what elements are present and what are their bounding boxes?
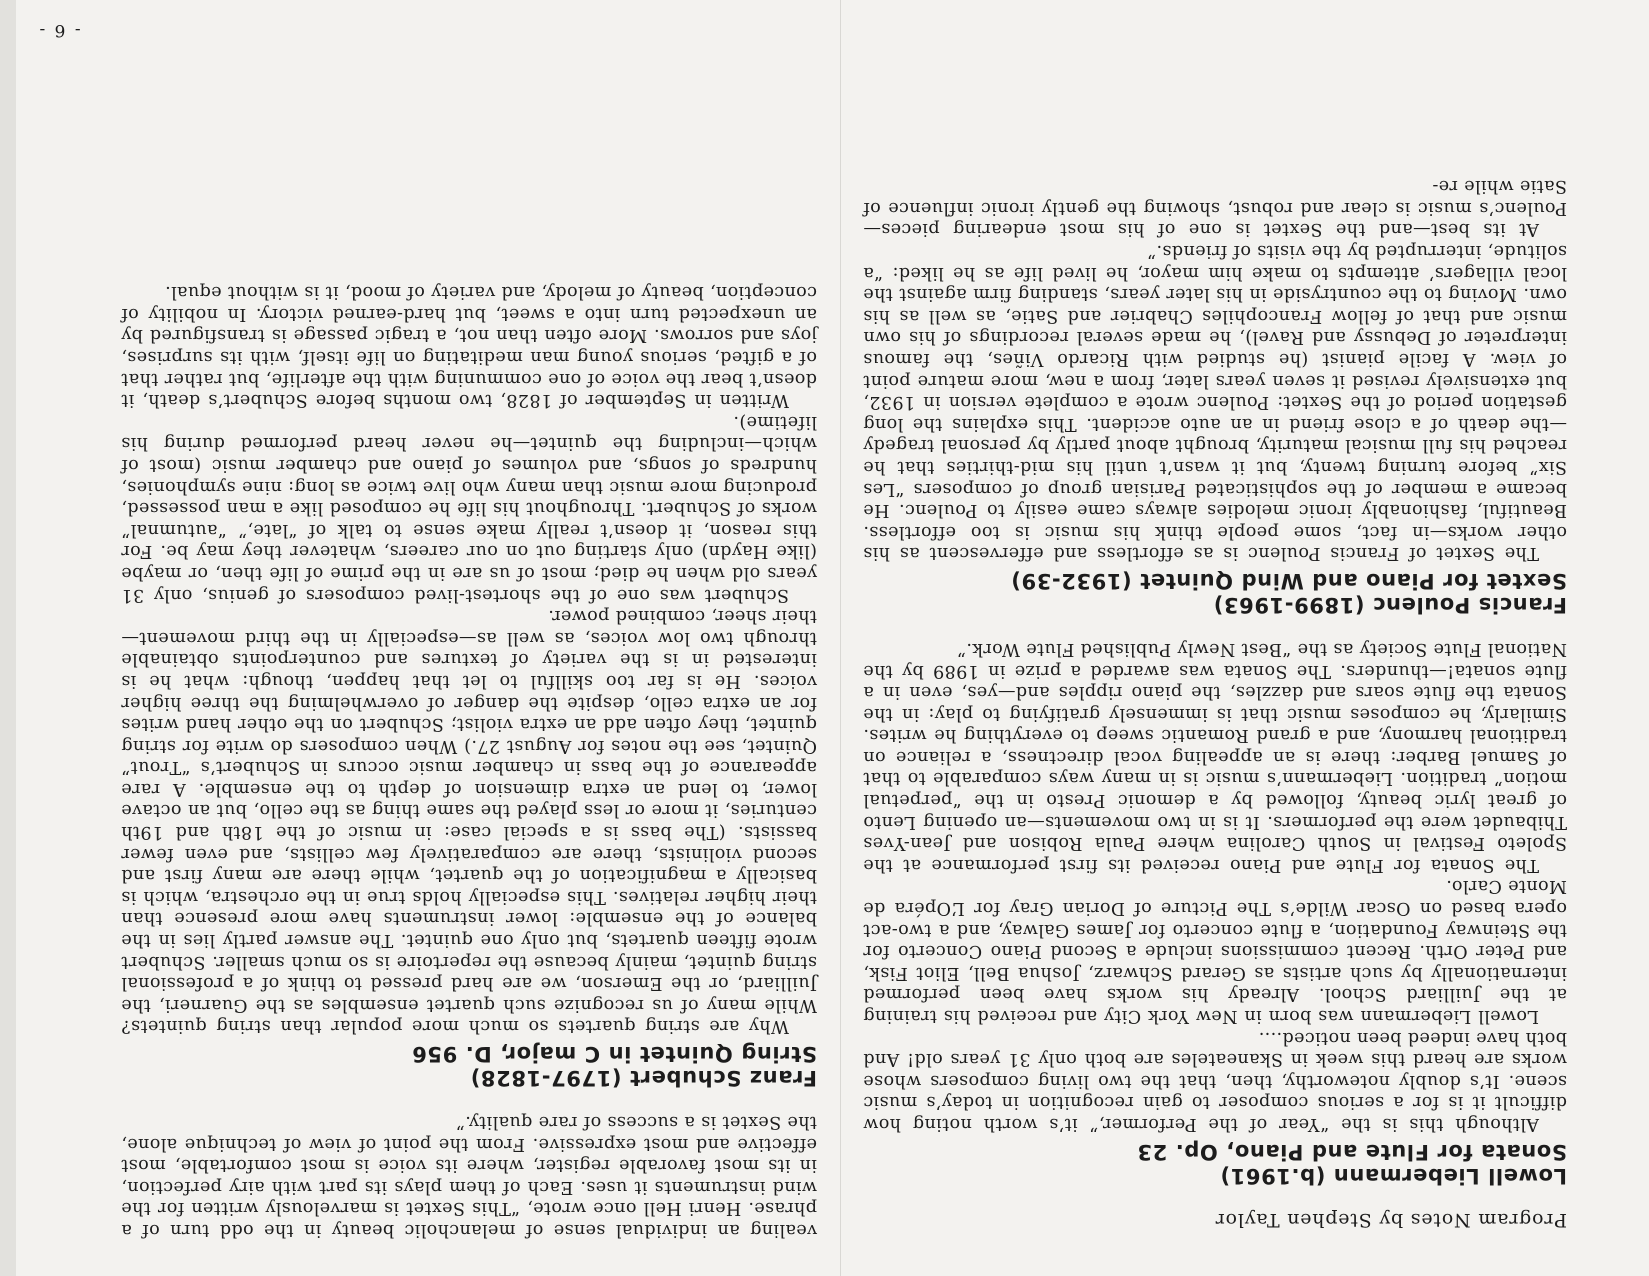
paragraph: Schubert was one of the shortest-lived composers of genius, only 31 years old when he died; most of us are in the prime of life then, or maybe (like Haydn) only starting out on our careers, whatever they may be. For this reason, it doesn’t really make sense to talk of “late,” “autumnal” works of Schubert. Throughout his life he composed like a man possessed, producing more music than many who live twice as long: nine symphonies, hundreds of songs, and volumes of piano and chamber music (most of which—including the quintet—he never heard performed during his lifetime). [121,411,817,605]
byline: Program Notes by Stephen Taylor [1214,1209,1567,1231]
paragraph: Lowell Liebermann was born in New York City and received his training at the Juilliard School. Already his works have been performed internationally by such artists as Gerard Schwarz, Joshua Bell, Eliot Fisk, and Peter Orth. Recent commissions include a Second Piano Concerto for the Steinway Foundation, a flute concerto for James Galway, and a two-act opera based on Oscar Wilde’s The Picture of Dorian Gray for L’Opéra de Monte Carlo. [863,876,1567,1027]
right-column [121,281,817,1240]
left-page [849,0,1649,1276]
paragraph: Although this is the “Year of the Performer,” it’s worth noting how difficult it is for a serious composer to gain recognition in today’s music scene. It’s doubly noteworthy, then, that the two living composers whose works are heard this week in Skaneateles are both only 31 years old! And both have indeed been noticed.... [863,1027,1567,1134]
section-heading-liebermann [863,1140,1567,1188]
section-heading-poulenc [863,569,1567,617]
paragraph-continued: vealing an individual sense of melancholic beauty in the odd turn of a phrase. Henri Hell once wrote, “This Sextet is marvelously written for the wind instruments it uses. Each of them plays its part with airy perfection, in its most favorable register, where its voice is most comfortable, most effective and most expressive. From the point of view of technique alone, the Sextet is a success of rare quality.” [121,1112,817,1240]
heading-composer: Franz Schubert (1797-1828) [470,1066,817,1091]
page-number: - 6 - [37,20,81,40]
heading-composer: Francis Poulenc (1899-1963) [1213,593,1567,618]
heading-composer: Lowell Liebermann (b.1961) [1219,1164,1567,1188]
section-heading-schubert [121,1042,817,1090]
heading-work: String Quintet in C major, D. 956 [411,1042,817,1067]
paragraph: At its best—and the Sextet is one of his most endearing pieces—Poulenc’s music is clear and robust, showing the gently ironic influence of Satie while re- [863,176,1567,240]
heading-work: Sonata for Flute and Piano, Op. 23 [1136,1140,1567,1164]
heading-work: Sextet for Piano and Wind Quintet (1932-39) [1010,569,1567,594]
right-page [16,0,831,1276]
paragraph: Why are string quartets so much more popular than string quintets? While many of us recognize such quartet ensembles as the Guarneri, the Juilliard, or the Emerson, we are hard pressed to think of a professional string quintet, mainly because the repertoire is so much smaller. Schubert wrote fifteen quartets, but only one quintet. The answer partly lies in the balance of the ensemble: lower instruments have more presence than their higher relatives. This especially holds true in the orchestra, which is basically a magnification of the quartet, while there are many first and second violinists, there are comparatively few cellists, and even fewer bassists. (The bass is a special case: in music of the 18th and 19th centuries, it more or less played the same thing as the cello, but an octave lower, to lend an extra dimension of depth to the ensemble. A rare appearance of the bass in chamber music occurs in Schubert’s “Trout” Quintet, see the notes for August 27.) When composers do write for string quintet, they often add an extra violist; Schubert on the other hand writes for an extra cello, despite the danger of overwhelming the three higher voices. He is far too skillful to let that happen, though: what he is interested in is the variety of textures and counterpoints obtainable through two low voices, as well as—especially in the third movement—their sheer, combined power. [121,606,817,1037]
paragraph: The Sonata for Flute and Piano received its first performance at the Spoleto Festival in South Carolina where Paula Robison and Jean-Yves Thibaudet were the performers. It is in two movements—an opening Lento of great lyric beauty, followed by a demonic Presto in the “perpetual motion” tradition. Liebermann’s music is in many ways comparable to that of Samuel Barber: there is an appealing vocal directness, a reliance on traditional harmony, and a grand Romantic sweep to everything he writes. Similarly, he composes music that is immensely gratifying to play: in the Sonata the flute soars and dazzles, the piano ripples and—yes, even in a flute sonata!—thunders. The Sonata was awarded a prize in 1989 by the National Flute Society as the “Best Newly Published Flute Work.” [863,638,1567,875]
page-edge [0,0,16,1276]
paragraph: Written in September of 1828, two months before Schubert’s death, it doesn’t bear the voice of one communing with the afterlife, but rather that of a gifted, serious young man meditating on life itself, with its surprises, joys and sorrows. More often than not, a tragic passage is transfigured by an unexpected turn into a sweet, but hard-earned victory. In nobility of conception, beauty of melody, and variety of mood, it is without equal. [121,282,817,411]
page-gutter [840,0,841,1276]
left-column [863,175,1567,1246]
paragraph: The Sextet of Francis Poulenc is as effortless and effervescent as his other works—in fact, some people think his music is too effortless. Beautiful, fashionably ironic melodies always came easily to Poulenc. He became a member of the sophisticated Parisian group of composers “Les Six” before turning twenty, but it wasn’t until his mid-thirties that he reached his full musical maturity, brought about partly by personal tragedy—the death of a close friend in an auto accident. This explains the long gestation period of the Sextet: Poulenc wrote a complete version in 1932, but extensively revised it seven years later, from a new, more mature point of view. A facile pianist (he studied with Ricardo Viñes, the famous interpreter of Debussy and Ravel), he made several recordings of his own music and that of fellow Francophiles Chabrier and Satie, as well as his own. Moving to the countryside in his later years, standing firm against the local villagers’ attempts to make him mayor, he lived life as he liked: “a solitude, interrupted by the visits of friends.” [863,241,1567,564]
